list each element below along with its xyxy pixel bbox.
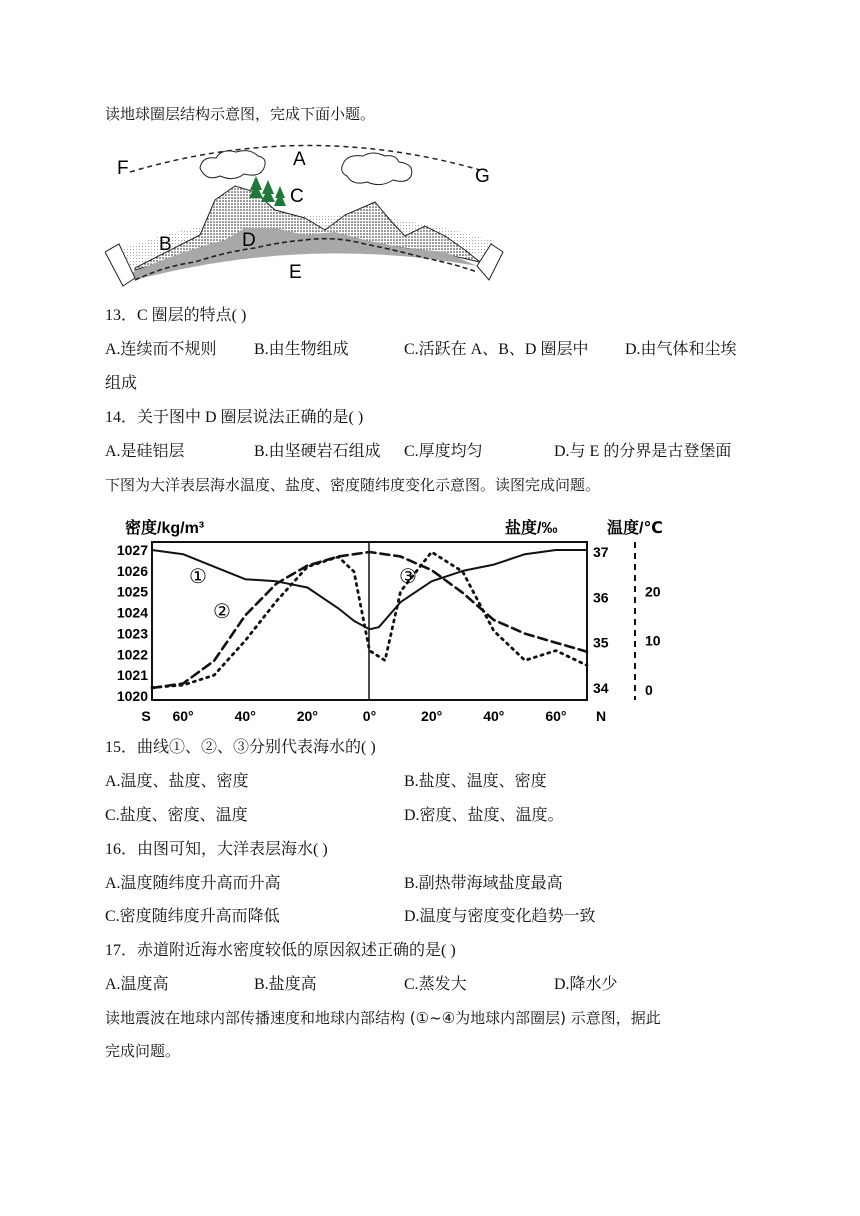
- temperature-axis-title: 温度/℃: [607, 520, 663, 537]
- label-A: A: [293, 149, 306, 170]
- salinity-tick-label: 36: [593, 589, 609, 606]
- q13-option-b[interactable]: B.由生物组成: [254, 341, 349, 358]
- density-tick-label: 1021: [116, 667, 148, 684]
- label-C: C: [290, 186, 304, 207]
- q16-option-c[interactable]: C.密度随纬度升高而降低: [105, 908, 280, 925]
- q16-option-b[interactable]: B.副热带海域盐度最高: [404, 875, 563, 892]
- x-tick-label: 40°: [483, 708, 505, 724]
- question-15: 15．曲线①、②、③分别代表海水的( ): [105, 739, 376, 756]
- question-13: 13．C 圈层的特点( ): [105, 307, 247, 324]
- q15-option-b[interactable]: B.盐度、温度、密度: [404, 773, 547, 790]
- q14-option-d[interactable]: D.与 E 的分界是古登堡面: [554, 443, 732, 460]
- label-D: D: [242, 230, 256, 251]
- x-tick-label: N: [595, 708, 607, 724]
- temperature-tick-label: 10: [645, 632, 661, 649]
- label-E: E: [289, 262, 302, 283]
- question-14: 14．关于图中 D 圈层说法正确的是( ): [105, 409, 364, 426]
- q13-option-c[interactable]: C.活跃在 A、B、D 圈层中: [404, 341, 589, 358]
- salinity-axis-title: 盐度/‰: [505, 520, 558, 537]
- x-tick-label: 60°: [172, 708, 194, 724]
- cloud-icon: [342, 153, 412, 185]
- q17-option-c[interactable]: C.蒸发大: [404, 976, 467, 993]
- q13-option-a[interactable]: A.连续而不规则: [105, 341, 217, 358]
- q15-option-a[interactable]: A.温度、盐度、密度: [105, 773, 249, 790]
- q15-option-d[interactable]: D.密度、盐度、温度。: [404, 807, 564, 824]
- q13-option-d[interactable]: D.由气体和尘埃: [625, 341, 737, 358]
- question-16: 16．由图可知，大洋表层海水( ): [105, 841, 328, 858]
- q13-option-d-wrap: 组成: [105, 375, 138, 392]
- density-axis-title: 密度/kg/m³: [125, 520, 205, 537]
- ocean-surface-chart: [105, 505, 680, 727]
- salinity-tick-label: 34: [593, 680, 609, 696]
- q15-option-c[interactable]: C.盐度、密度、温度: [105, 807, 248, 824]
- salinity-tick-label: 37: [593, 544, 609, 560]
- q17-option-a[interactable]: A.温度高: [105, 976, 169, 993]
- x-tick-label: 20°: [296, 708, 318, 724]
- x-tick-label: 60°: [545, 708, 567, 724]
- density-tick-label: 1020: [116, 688, 148, 704]
- q17-option-b[interactable]: B.盐度高: [254, 976, 317, 993]
- curve-label-1: ①: [189, 566, 207, 588]
- density-tick-label: 1023: [116, 625, 148, 642]
- q14-option-c[interactable]: C.厚度均匀: [404, 443, 483, 460]
- label-F: F: [117, 158, 129, 179]
- intro-text-3-line1: 读地震波在地球内部传播速度和地球内部结构 (①~④为地球内部圈层) 示意图，据此: [105, 1009, 661, 1027]
- q16-option-a[interactable]: A.温度随纬度升高而升高: [105, 875, 281, 892]
- q14-option-b[interactable]: B.由坚硬岩石组成: [254, 443, 381, 460]
- density-tick-label: 1025: [116, 583, 148, 600]
- x-tick-label: 40°: [234, 708, 256, 724]
- density-tick-label: 1022: [116, 646, 148, 663]
- temperature-tick-label: 0: [645, 682, 653, 698]
- question-17: 17．赤道附近海水密度较低的原因叙述正确的是( ): [105, 942, 456, 959]
- x-tick-label: 20°: [421, 708, 443, 724]
- curve-label-3: ③: [399, 566, 417, 588]
- intro-text-2: 下图为大洋表层海水温度、盐度、密度随纬度变化示意图。读图完成问题。: [105, 476, 601, 494]
- label-G: G: [475, 166, 490, 187]
- density-tick-label: 1026: [116, 562, 148, 579]
- label-B: B: [159, 234, 172, 255]
- density-tick-label: 1024: [116, 604, 148, 621]
- cloud-icon: [200, 151, 265, 179]
- intro-text-3-line2: 完成问题。: [105, 1042, 181, 1060]
- x-tick-label: S: [141, 708, 151, 724]
- temperature-tick-label: 20: [645, 583, 661, 600]
- salinity-tick-label: 35: [593, 634, 609, 651]
- q16-option-d[interactable]: D.温度与密度变化趋势一致: [404, 908, 596, 925]
- earth-spheres-diagram: [105, 140, 505, 290]
- q14-option-a[interactable]: A.是硅铝层: [105, 443, 185, 460]
- q17-option-d[interactable]: D.降水少: [554, 976, 618, 993]
- curve-label-2: ②: [213, 601, 231, 623]
- density-tick-label: 1027: [116, 542, 148, 558]
- x-tick-label: 0°: [362, 708, 377, 724]
- intro-text-1: 读地球圈层结构示意图，完成下面小题。: [105, 105, 376, 123]
